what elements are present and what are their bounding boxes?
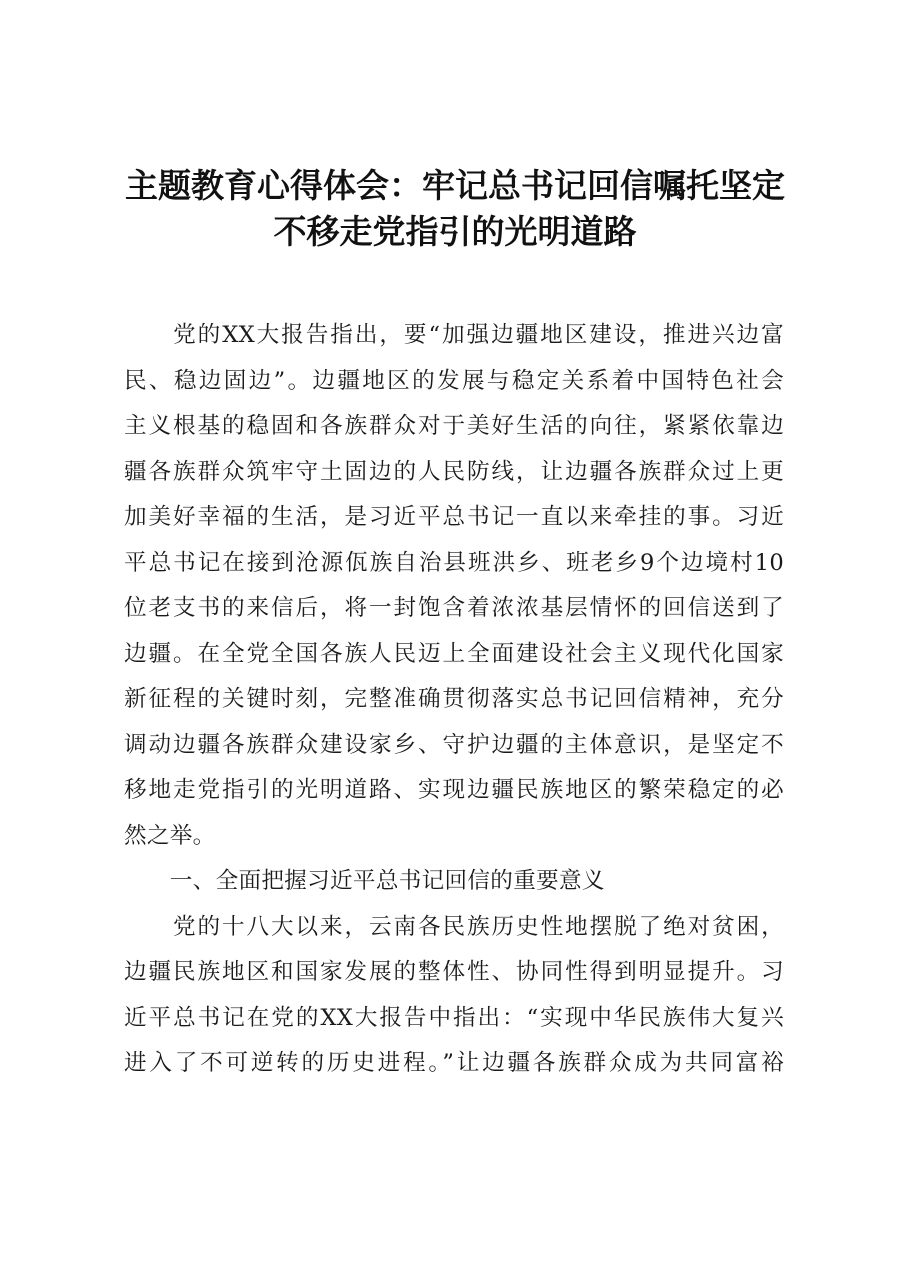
paragraph-line: 新征程的关键时刻，完整准确贯彻落实总书记回信精神，充分 [124,686,784,712]
paragraph-1 [124,313,784,859]
paragraph-line: 主义根基的稳固和各族群众对于美好生活的向往，紧紧依靠边 [124,413,784,439]
section-heading-1 [124,859,784,905]
paragraph-2 [124,905,784,1087]
paragraph-line: 党的十八大以来，云南各民族历史性地摆脱了绝对贫困， [124,913,784,940]
paragraph-line: 加美好幸福的生活，是习近平总书记一直以来牵挂的事。习近 [124,504,784,530]
paragraph-line: 边疆。在全党全国各族人民迈上全面建设社会主义现代化国家 [124,640,784,667]
paragraph-line: 调动边疆各族群众建设家乡、守护边疆的主体意识，是坚定不 [124,731,784,758]
paragraph-line: 疆各族群众筑牢守土固边的人民防线，让边疆各族群众过上更 [124,458,784,485]
paragraph-line: 党的XX大报告指出，要“加强边疆地区建设，推进兴边富 [124,322,784,348]
paragraph-line: 移地走党指引的光明道路、实现边疆民族地区的繁荣稳定的必 [124,777,784,803]
paragraph-line: 近平总书记在党的XX大报告中指出：“实现中华民族伟大复兴 [124,1004,784,1031]
paragraph-line: 民、稳边固边”。边疆地区的发展与稳定关系着中国特色社会 [124,367,784,394]
title-line-1: 主题教育心得体会：牢记总书记回信嘱托坚定 [125,166,785,205]
paragraph-line: 位老支书的来信后，将一封饱含着浓浓基层情怀的回信送到了 [124,595,784,621]
document-body [124,313,784,1087]
heading-line: 一、全面把握习近平总书记回信的重要意义 [124,868,605,894]
title-line-2: 不移走党指引的光明道路 [273,212,637,251]
paragraph-line: 然之举。 [124,822,216,849]
paragraph-line: 边疆民族地区和国家发展的整体性、协同性得到明显提升。习 [124,959,784,985]
paragraph-line: 平总书记在接到沧源佤族自治县班洪乡、班老乡9个边境村10 [124,549,784,576]
document-title [110,163,800,255]
paragraph-line: 进入了不可逆转的历史进程。”让边疆各族群众成为共同富裕 [124,1050,784,1076]
